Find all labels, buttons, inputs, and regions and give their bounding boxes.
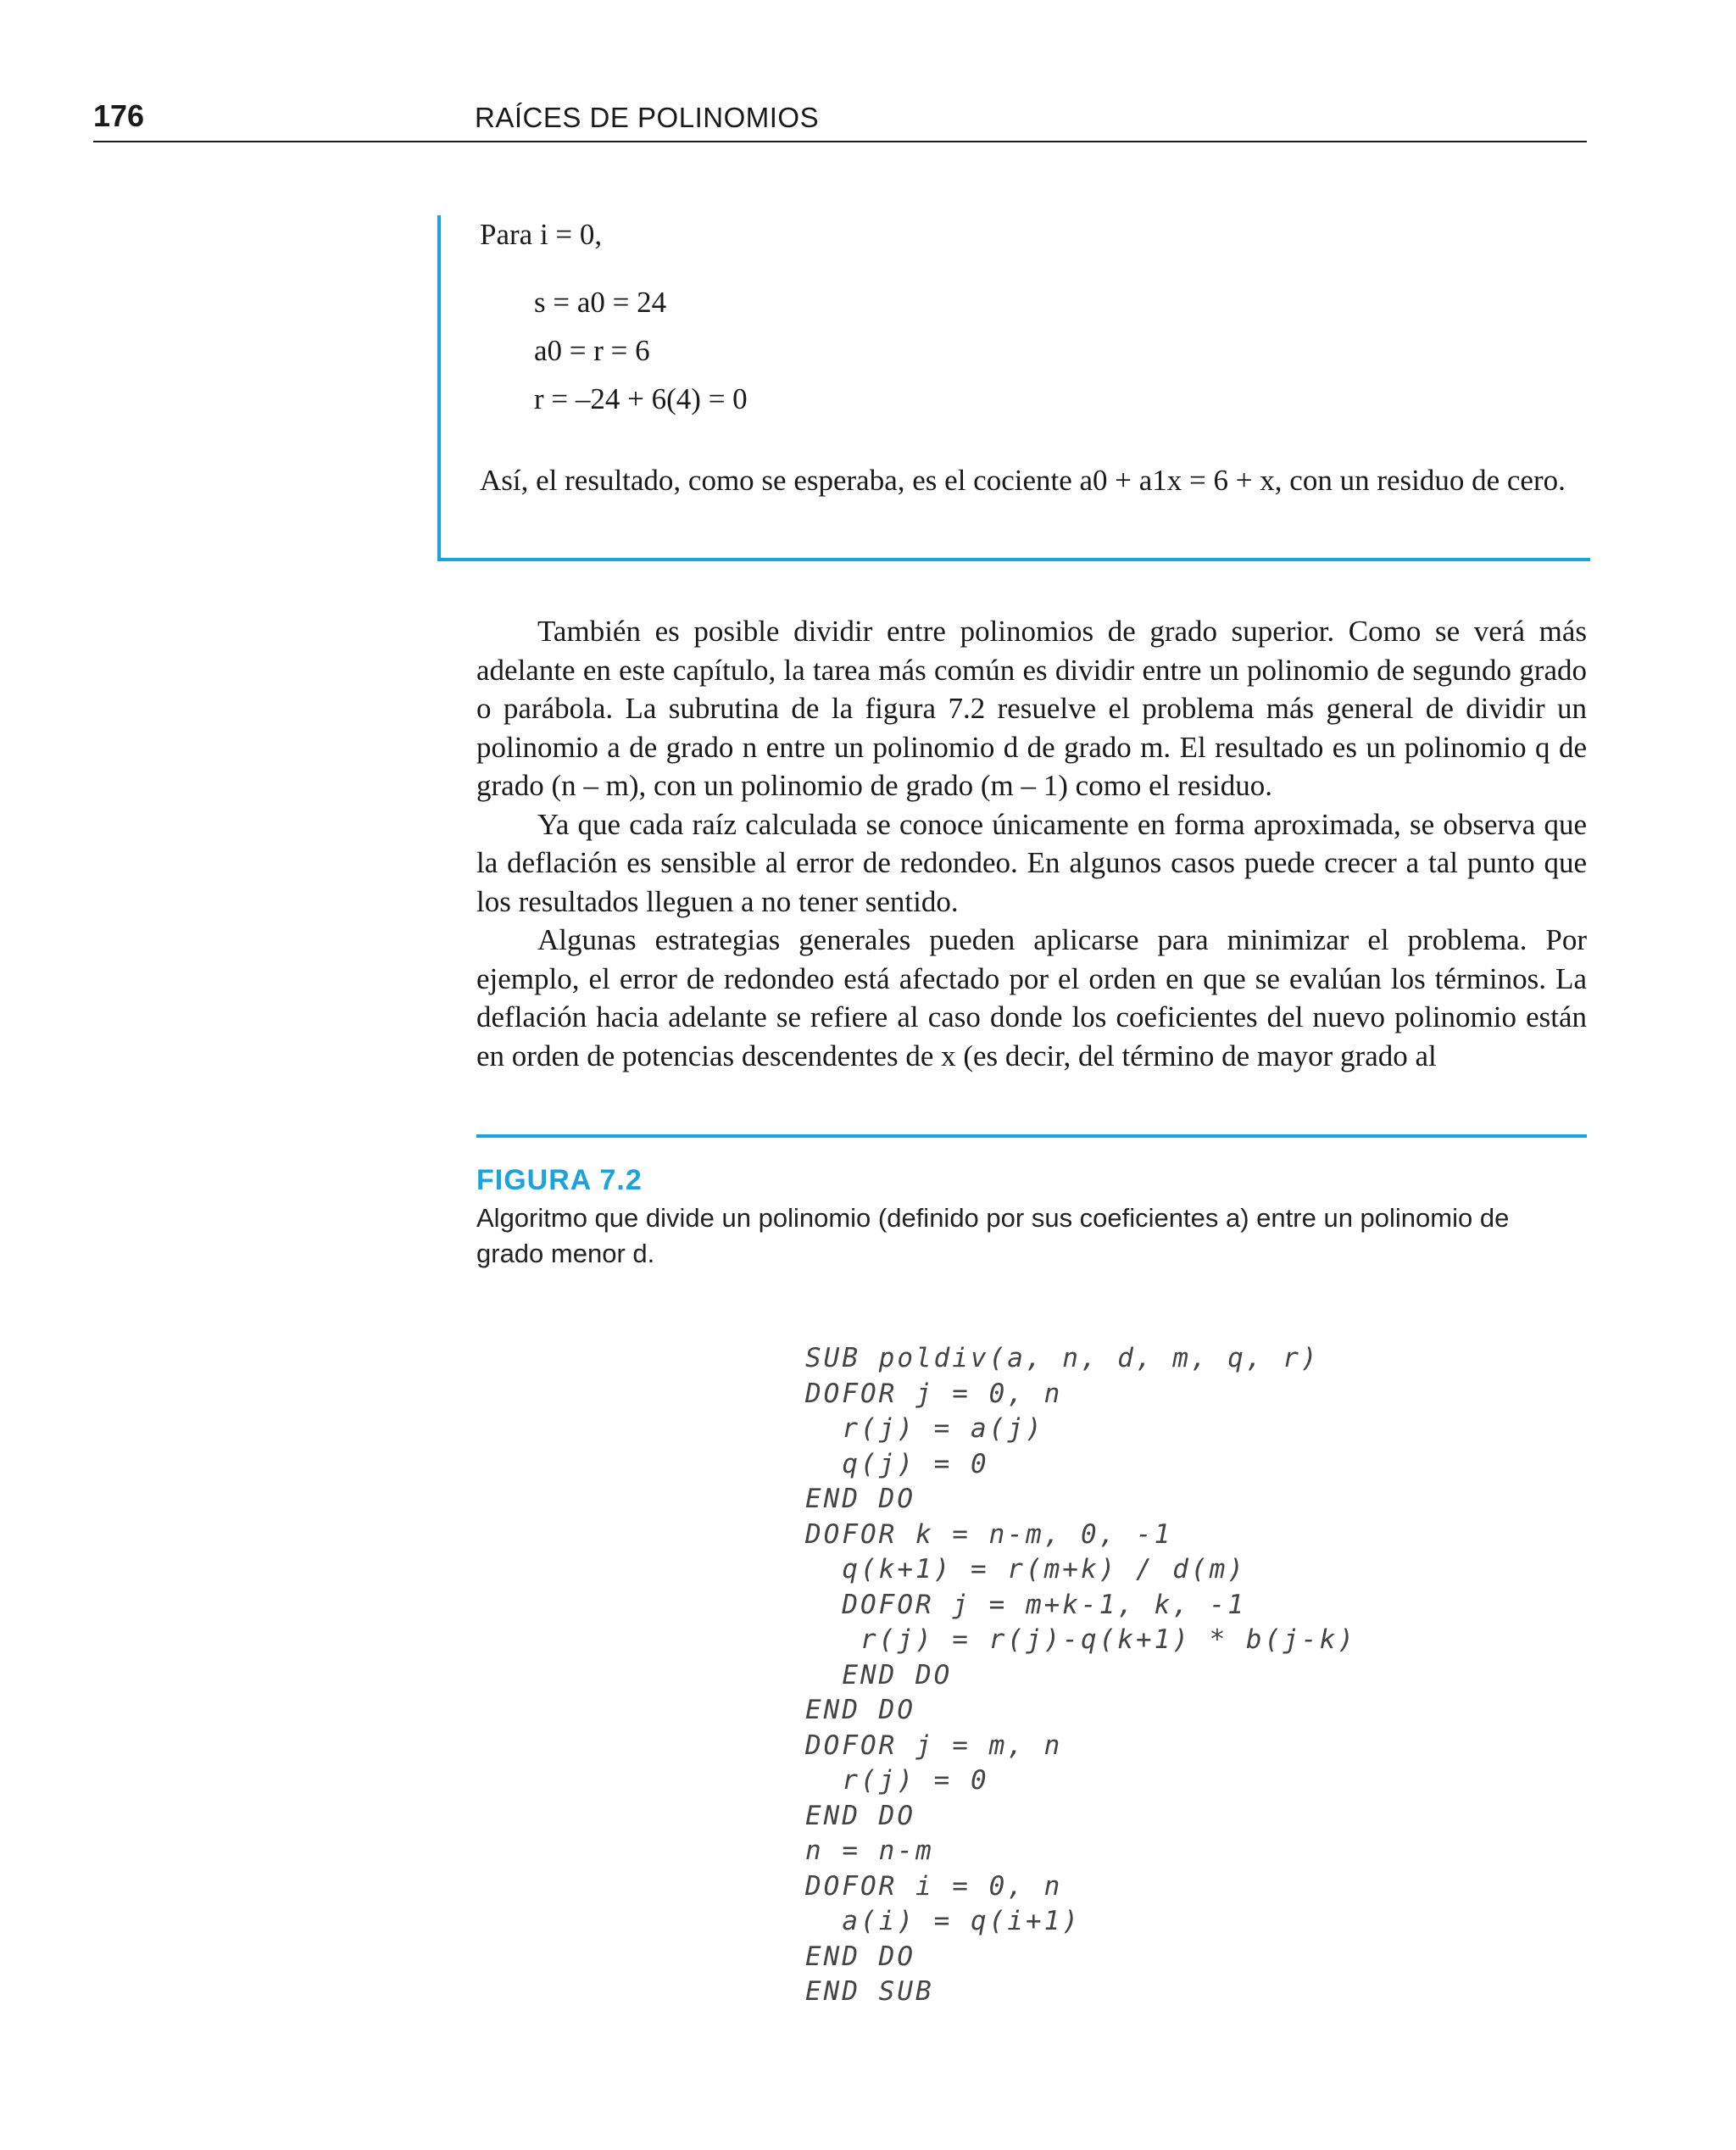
- equation-1: s = a0 = 24: [534, 286, 667, 319]
- paragraph-3: Algunas estrategias generales pueden aplicarse para minimizar el problema. Por ejemplo, el error de redondeo está afectado por el orden en que se evalúan los términos. La deflación hacia adelante se refiere al caso donde los coeficientes del nuevo polinomio están en orden de potencias descendentes de x (es decir, del término de mayor grado al: [476, 923, 1587, 1072]
- code-line: DOFOR j = 0, n: [805, 1378, 1063, 1409]
- code-line: DOFOR j = m, n: [805, 1729, 1063, 1761]
- paragraph-1: También es posible dividir entre polinomios de grado superior. Como se verá más adelante en este capítulo, la tarea más común es dividir entre un polinomio de segundo grado o parábola. La subrutina de la figura 7.2 resuelve el problema más general de dividir un polinomio a de grado n entre un polinomio d de grado m. El resultado es un polinomio q de grado (n – m), con un polinomio de grado (m – 1) como el residuo.: [476, 615, 1587, 802]
- code-line: r(j) = 0: [805, 1765, 989, 1796]
- figure-divider: [476, 1134, 1587, 1138]
- code-line: END DO: [805, 1695, 915, 1725]
- paragraph-2: Ya que cada raíz calculada se conoce únicamente en forma aproximada, se observa que la deflación es sensible al error de redondeo. En algunos casos puede crecer a tal punto que los resultados lleguen a no tener sentido.: [476, 807, 1587, 918]
- code-line: r(j) = a(j): [805, 1413, 1044, 1444]
- page-header: [93, 95, 1587, 142]
- code-line: q(k+1) = r(m+k) / d(m): [805, 1554, 1246, 1585]
- equation-3: r = –24 + 6(4) = 0: [534, 382, 748, 415]
- code-line: SUB poldiv(a, n, d, m, q, r): [805, 1343, 1320, 1373]
- code-line: r(j) = r(j)-q(k+1) * b(j-k): [805, 1624, 1356, 1655]
- page-number: 176: [93, 98, 145, 133]
- code-line: DOFOR j = m+k-1, k, -1: [805, 1589, 1246, 1620]
- example-conclusion: Así, el resultado, como se esperaba, es el cociente a0 + a1x = 6 + x, con un residuo de cero.: [480, 464, 1566, 497]
- code-line: DOFOR i = 0, n: [805, 1870, 1063, 1902]
- example-intro: Para i = 0,: [480, 218, 603, 251]
- figure-caption: Algoritmo que divide un polinomio (definido por sus coeficientes a) entre un polinomio de grado menor d.: [476, 1203, 1510, 1268]
- code-line: n = n-m: [805, 1835, 934, 1866]
- figure-label: FIGURA 7.2: [476, 1164, 643, 1196]
- equation-2: a0 = r = 6: [534, 334, 650, 367]
- body-text: [476, 612, 1587, 1075]
- running-head: RAÍCES DE POLINOMIOS: [475, 102, 820, 133]
- code-line: END SUB: [805, 1976, 934, 2007]
- code-line: END DO: [805, 1659, 953, 1690]
- code-line: q(j) = 0: [805, 1448, 989, 1479]
- example-box: [437, 215, 1590, 561]
- code-listing: [805, 1341, 1356, 2010]
- code-line: DOFOR k = n-m, 0, -1: [805, 1518, 1173, 1550]
- code-line: END DO: [805, 1941, 915, 1972]
- code-line: a(i) = q(i+1): [805, 1906, 1081, 1936]
- code-line: END DO: [805, 1800, 915, 1831]
- code-line: END DO: [805, 1484, 915, 1514]
